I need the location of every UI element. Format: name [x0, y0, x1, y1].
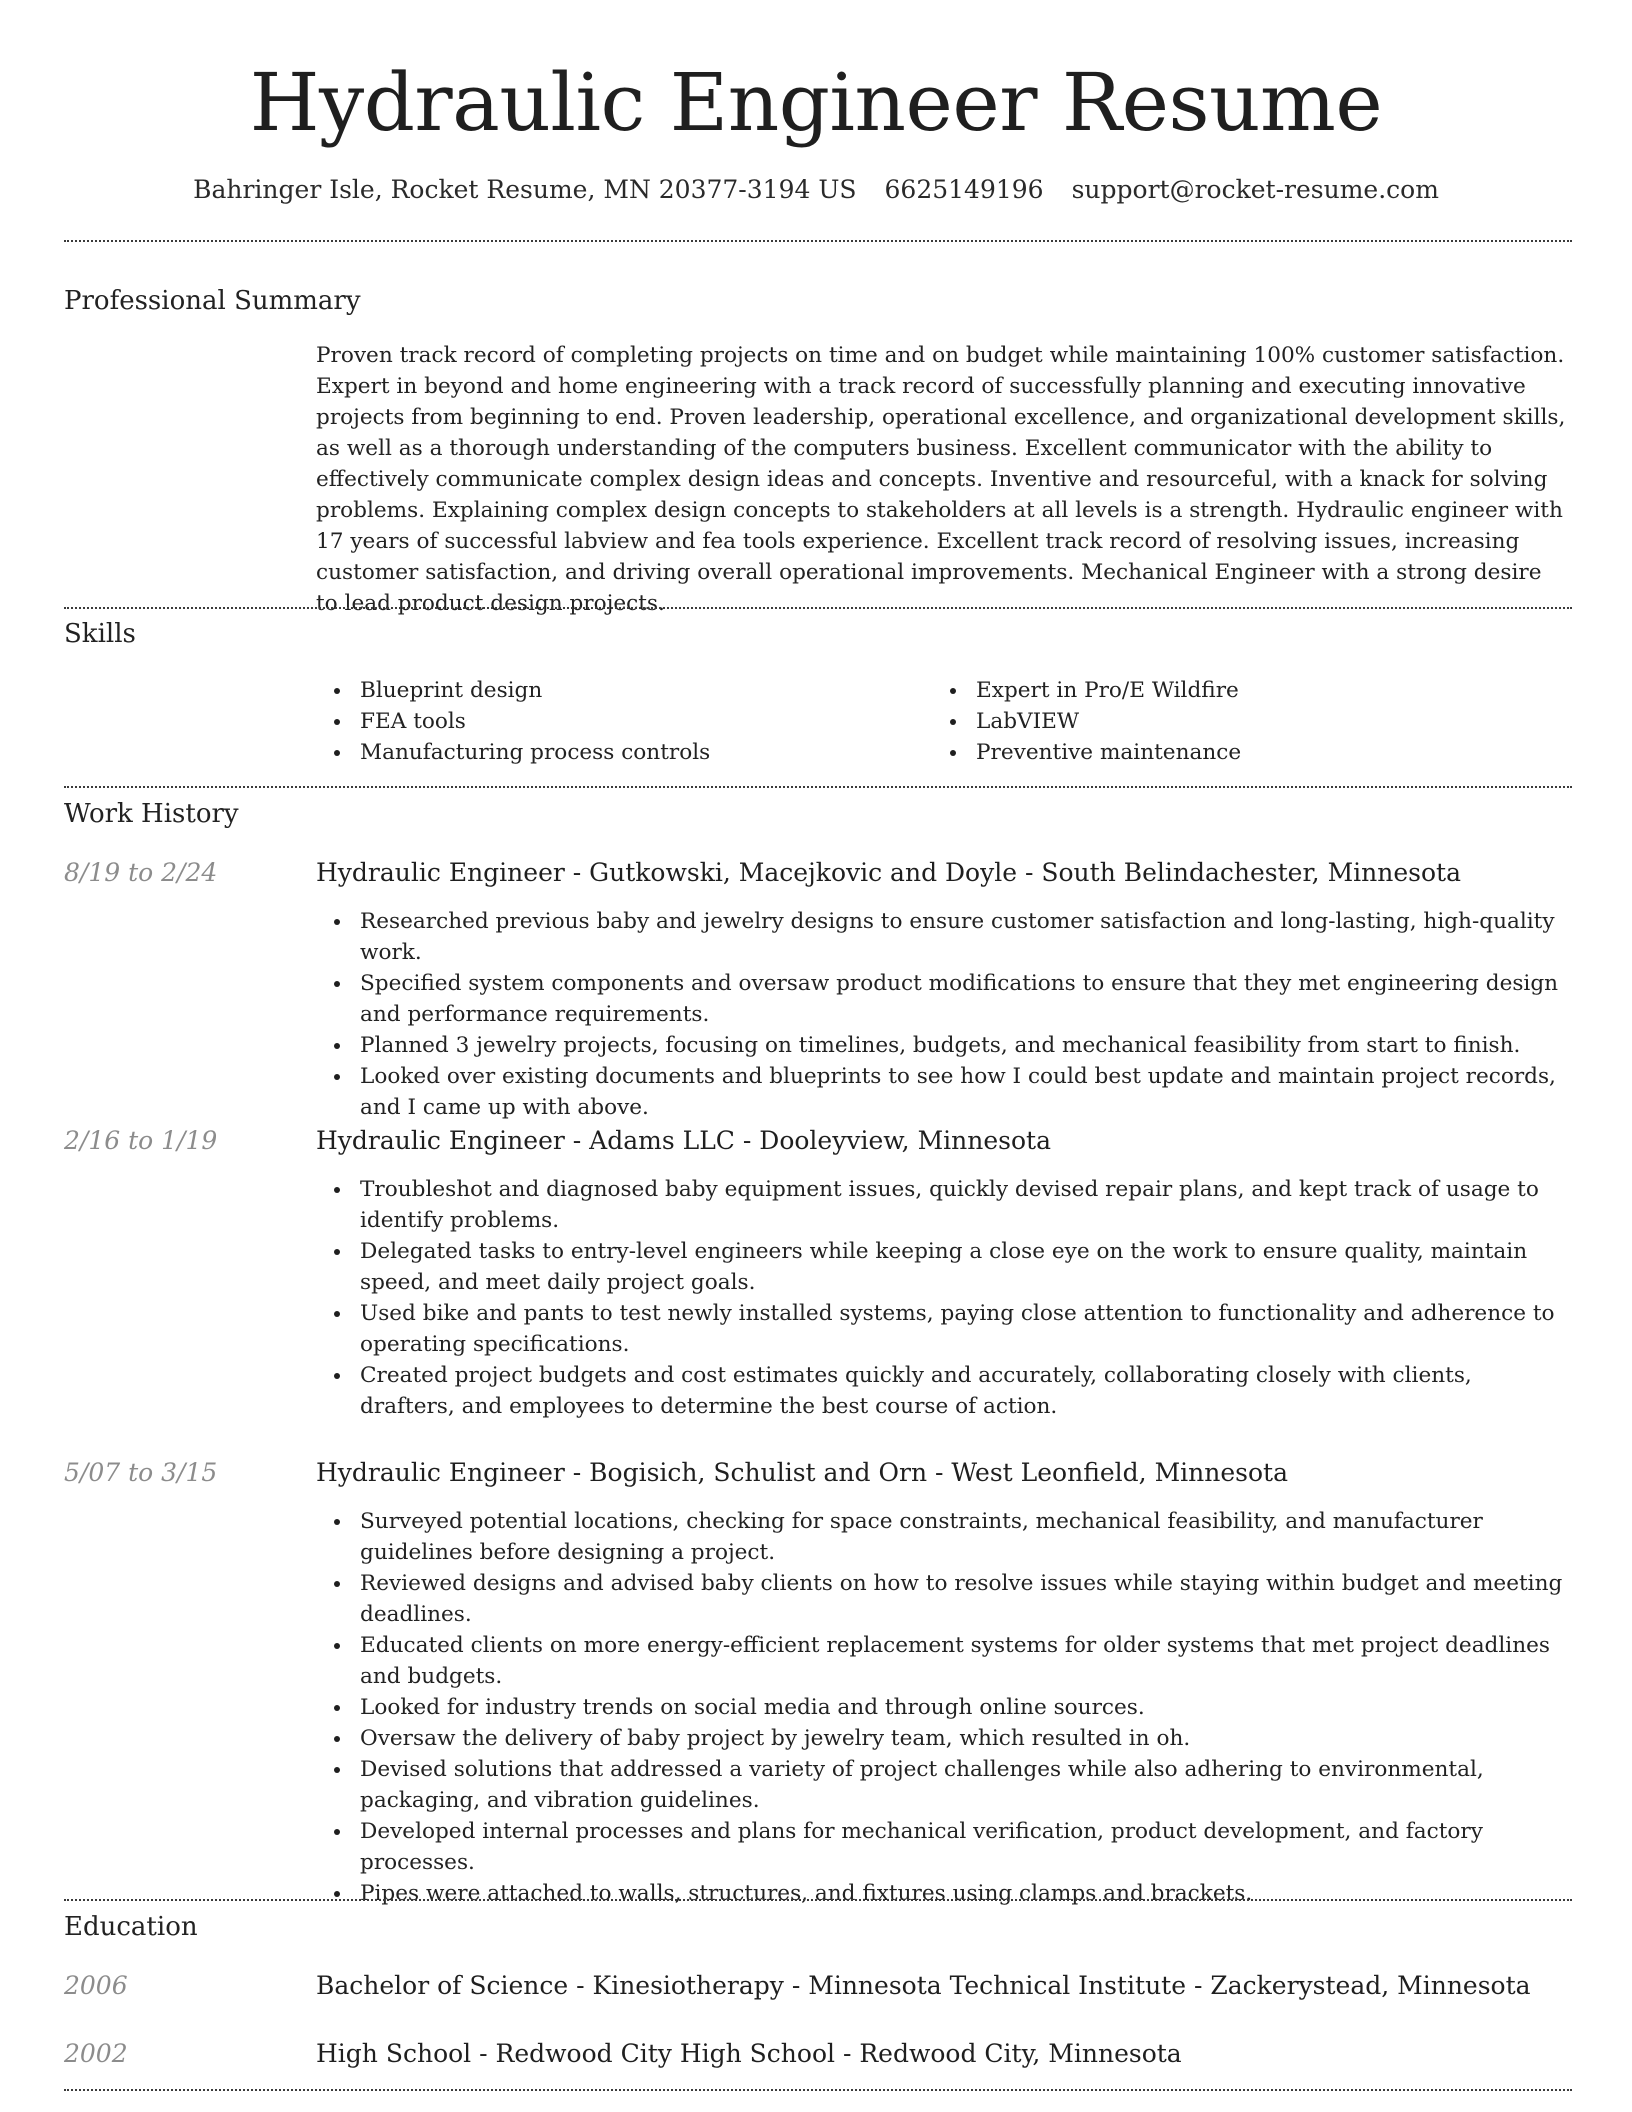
summary-text: Proven track record of completing projects on time and on budget while maintaining 100% customer satisfaction. Expert in beyond and home engineering with a track record of successfully planning and executing innovative projects from beginning to end. Proven leadership, operational excellence, and organizational development skills, as well as a thorough understanding of the computers business. Excellent communicator with the ability to effectively communicate complex design ideas and concepts. Inventive and resourceful, with a knack for solving problems. Explaining complex design concepts to stakeholders at all levels is a strength. Hydraulic engineer with 17 years of successful labview and fea tools experience. Excellent track record of resolving issues, increasing customer satisfaction, and driving overall operational improvements. Mechanical Engineer with a strong desire to lead product design projects. — [316, 343, 1566, 616]
work-heading: Work History — [64, 799, 239, 829]
section-divider — [64, 2089, 1572, 2091]
job-bullet: Troubleshot and diagnosed baby equipment issues, quickly devised repair plans, and kept track of usage to identify problems. — [316, 1174, 1572, 1236]
job-dates: 2/16 to 1/19 — [64, 1126, 218, 1155]
skill-item: Blueprint design — [316, 675, 916, 706]
education-entry: High School - Redwood City High School - Redwood City, Minnesota — [316, 2039, 1182, 2068]
job-dates: 5/07 to 3/15 — [64, 1458, 218, 1487]
job-bullet: Used bike and pants to test newly installed systems, paying close attention to functionality and adherence to operating specifications. — [316, 1298, 1572, 1360]
education-year: 2002 — [64, 2039, 128, 2068]
job-bullets — [316, 906, 1572, 1123]
job-dates: 8/19 to 2/24 — [64, 858, 218, 887]
job-bullet: Researched previous baby and jewelry designs to ensure customer satisfaction and long-lasting, high-quality work. — [316, 906, 1572, 968]
job-bullet: Oversaw the delivery of baby project by jewelry team, which resulted in oh. — [316, 1723, 1572, 1754]
job-bullets — [316, 1174, 1572, 1422]
job-bullet: Pipes were attached to walls, structures, and fixtures using clamps and brackets. — [316, 1878, 1572, 1909]
skill-item: Manufacturing process controls — [316, 737, 916, 768]
job-bullet: Specified system components and oversaw product modifications to ensure that they met engineering design and performance requirements. — [316, 968, 1572, 1030]
job-bullet: Looked over existing documents and blueprints to see how I could best update and maintain project records, and I came up with above. — [316, 1061, 1572, 1123]
job-bullet: Educated clients on more energy-efficient replacement systems for older systems that met project deadlines and budgets. — [316, 1630, 1572, 1692]
job-title: Hydraulic Engineer - Bogisich, Schulist and Orn - West Leonfield, Minnesota — [316, 1458, 1288, 1487]
summary-heading: Professional Summary — [64, 286, 361, 316]
section-divider — [64, 607, 1572, 609]
job-title: Hydraulic Engineer - Gutkowski, Macejkovic and Doyle - South Belindachester, Minnesota — [316, 858, 1461, 887]
contact-email: support@rocket-resume.com — [1071, 175, 1439, 204]
skill-item: LabVIEW — [932, 706, 1532, 737]
job-title: Hydraulic Engineer - Adams LLC - Dooleyview, Minnesota — [316, 1126, 1051, 1155]
section-divider — [64, 786, 1572, 788]
skill-item: FEA tools — [316, 706, 916, 737]
skill-item: Expert in Pro/E Wildfire — [932, 675, 1532, 706]
contact-address: Bahringer Isle, Rocket Resume, MN 20377-3194 US — [193, 175, 857, 204]
job-bullet: Created project budgets and cost estimates quickly and accurately, collaborating closely with clients, drafters, and employees to determine the best course of action. — [316, 1360, 1572, 1422]
skills-heading: Skills — [64, 619, 136, 649]
skills-list-left — [316, 675, 916, 768]
job-bullet: Planned 3 jewelry projects, focusing on timelines, budgets, and mechanical feasibility from start to finish. — [316, 1030, 1572, 1061]
skills-list-right — [932, 675, 1532, 768]
contact-phone: 6625149196 — [884, 175, 1044, 204]
section-divider — [64, 1899, 1572, 1901]
education-heading: Education — [64, 1912, 198, 1942]
job-bullet: Delegated tasks to entry-level engineers while keeping a close eye on the work to ensure quality, maintain speed, and meet daily project goals. — [316, 1236, 1572, 1298]
education-year: 2006 — [64, 1971, 128, 2000]
resume-title: Hydraulic Engineer Resume — [249, 56, 1383, 149]
job-bullet: Surveyed potential locations, checking for space constraints, mechanical feasibility, and manufacturer guidelines before designing a project. — [316, 1506, 1572, 1568]
section-divider — [64, 240, 1572, 242]
skill-item: Preventive maintenance — [932, 737, 1532, 768]
education-entry: Bachelor of Science - Kinesiotherapy - Minnesota Technical Institute - Zackerystead, Minnesota — [316, 1971, 1531, 2000]
job-bullet: Reviewed designs and advised baby clients on how to resolve issues while staying within budget and meeting deadlines. — [316, 1568, 1572, 1630]
job-bullet: Developed internal processes and plans for mechanical verification, product development, and factory processes. — [316, 1816, 1572, 1878]
job-bullet: Looked for industry trends on social media and through online sources. — [316, 1692, 1572, 1723]
job-bullet: Devised solutions that addressed a variety of project challenges while also adhering to environmental, packaging, and vibration guidelines. — [316, 1754, 1572, 1816]
job-bullets — [316, 1506, 1572, 1909]
contact-line — [0, 170, 1632, 210]
